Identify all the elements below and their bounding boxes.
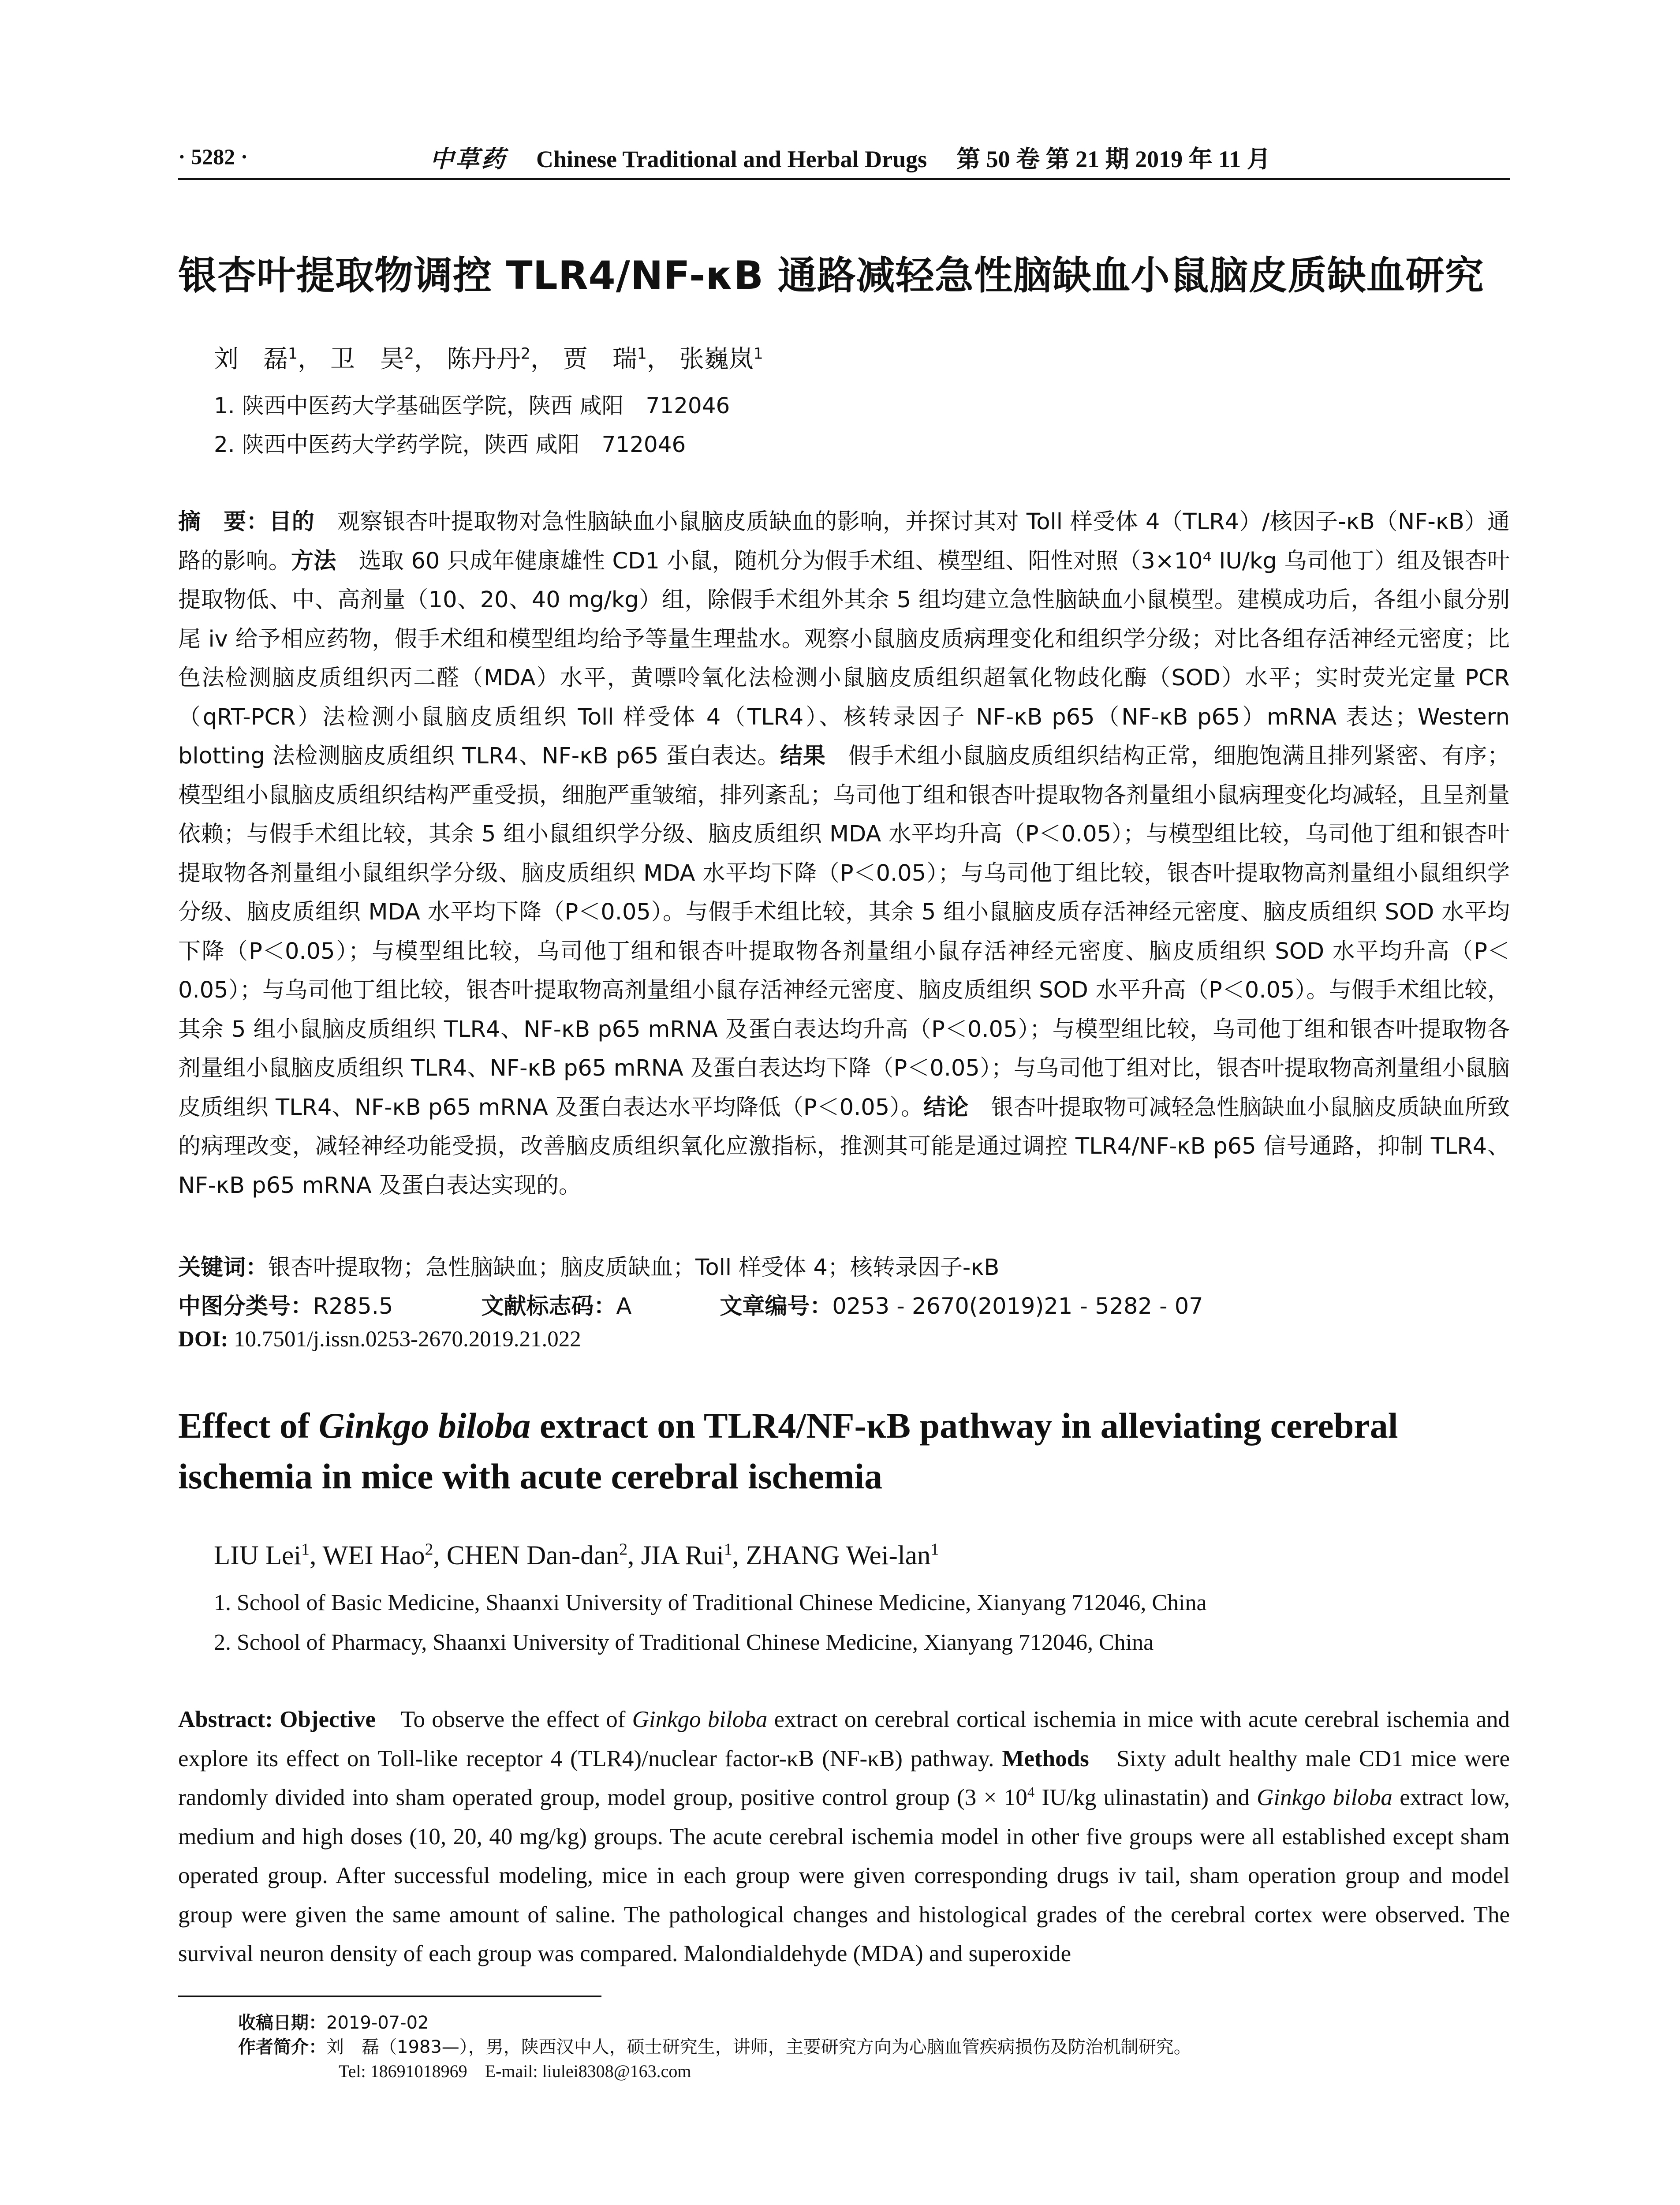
objective-text: To observe the effect of [375,1707,632,1732]
author-name: 张巍岚 [679,345,754,374]
methods-text: 选取 60 只成年健康雄性 CD1 小鼠，随机分为假手术组、模型组、阳性对照（3×10⁴ IU/kg 乌司他丁）组及银杏叶提取物低、中、高剂量（10、20、40 mg/kg）组，除假手术组外其余 5 组均建立急性脑缺血小鼠模型。建模成功后，各组小鼠分别尾 iv 给予相应药物，假手术组和模型组均给予等量生理盐水。观察小鼠脑皮质病理变化和组织学分级；对比各组存活神经元密度；比色法检测脑皮质组织丙二醛（MDA）水平，黄嘌呤氧化法检测小鼠脑皮质组织超氧化物歧化酶（SOD）水平；实时荧光定量 PCR（qRT-PCR）法检测小鼠脑皮质组织 Toll 样受体 4（TLR4）、核转录因子 NF-κB p65（NF-κB p65）mRNA 表达；Western blotting 法检测脑皮质组织 TLR4、NF-κB p65 蛋白表达。 [178,548,1510,769]
author-affil: 2 [425,1540,433,1559]
author-name: WEI Hao [322,1541,425,1570]
abstract-en [178,1700,1510,1973]
abstract-cn [178,503,1510,1205]
author-affil: 1 [930,1540,939,1559]
affiliation-cn: 2. 陕西中医药大学药学院，陕西 咸阳 712046 [214,432,686,457]
article-no-label: 文章编号： [720,1293,833,1319]
abstract-label: Abstract: Objective [178,1707,376,1732]
running-header [430,140,1271,174]
conclusion-label: 结论 [923,1094,969,1121]
results-text: 假手术组小鼠脑皮质组织结构正常，细胞饱满且排列紧密、有序；模型组小鼠脑皮质组织结构严重受损，细胞严重皱缩，排列紊乱；乌司他丁组和银杏叶提取物各剂量组小鼠病理变化均减轻，且呈剂量依赖；与假手术组比较，其余 5 组小鼠组织学分级、脑皮质组织 MDA 水平均升高（P＜0.05）；与模型组比较，乌司他丁组和银杏叶提取物各剂量组小鼠组织学分级、脑皮质组织 MDA 水平均下降（P＜0.05）；与乌司他丁组比较，银杏叶提取物高剂量组小鼠组织学分级、脑皮质组织 MDA 水平均下降（P＜0.05）。与假手术组比较，其余 5 组小鼠脑皮质存活神经元密度、脑皮质组织 SOD 水平均下降（P＜0.05）；与模型组比较，乌司他丁组和银杏叶提取物各剂量组小鼠存活神经元密度、脑皮质组织 SOD 水平均升高（P＜0.05）；与乌司他丁组比较，银杏叶提取物高剂量组小鼠存活神经元密度、脑皮质组织 SOD 水平升高（P＜0.05）。与假手术组比较，其余 5 组小鼠脑皮质组织 TLR4、NF-κB p65 mRNA 及蛋白表达均升高（P＜0.05）；与模型组比较，乌司他丁组和银杏叶提取物各剂量组小鼠脑皮质组织 TLR4、NF-κB p65 mRNA 及蛋白表达均下降（P＜0.05）；与乌司他丁组对比，银杏叶提取物高剂量组小鼠脑皮质组织 TLR4、NF-κB p65 mRNA 及蛋白表达水平均降低（P＜0.05）。 [178,743,1510,1121]
page-number: · 5282 · [178,144,248,169]
received-value: 2019-07-02 [326,2013,429,2033]
author-name: 陈丹丹 [446,345,521,374]
abstract-label: 摘 要： [178,509,269,535]
article-title-cn: 银杏叶提取物调控 TLR4/NF-κB 通路减轻急性脑缺血小鼠脑皮质缺血研究 [178,253,1484,298]
article-no-value: 0253 - 2670(2019)21 - 5282 - 07 [832,1293,1203,1319]
affiliation-cn: 1. 陕西中医药大学基础医学院，陕西 咸阳 712046 [214,393,730,419]
keywords-text: 银杏叶提取物；急性脑缺血；脑皮质缺血；Toll 样受体 4；核转录因子-κB [268,1255,1000,1281]
methods-label: 方法 [291,548,336,574]
methods-label: Methods [1002,1745,1089,1771]
author-affil: 1 [637,345,647,363]
header-rule [178,178,1510,180]
author-name: 卫 昊 [330,345,404,374]
author-affil: 1 [301,1540,310,1559]
methods-text: IU/kg ulinastatin) and [1034,1785,1257,1810]
clc-value: R285.5 [313,1293,393,1319]
author-contact: Tel: 18691018969 E-mail: liulei8308@163.com [339,2061,691,2081]
doccode-label: 文献标志码： [481,1293,616,1319]
author-affil: 2 [404,345,414,363]
author-bio-text: 刘 磊（1983—），男，陕西汉中人，硕士研究生，讲师，主要研究方向为心脑血管疾病损伤及防治机制研究。 [326,2037,1191,2057]
journal-name-en: Chinese Traditional and Herbal Drugs [536,146,927,172]
author-list-en: LIU Lei$^1$, WEI Hao$^2$, CHEN Dan-dan$^2$, JIA Rui$^1$, ZHANG Wei-lan$^1$ [214,1540,939,1570]
author-name: JIA Rui [641,1541,724,1570]
author-bio [238,2033,1191,2058]
doi-value[interactable]: 10.7501/j.issn.0253-2670.2019.21.022 [228,1327,581,1352]
methods-text: extract low, medium and high doses (10, 20, 40 mg/kg) groups. The acute cerebral ischemia model in other five groups were all established except sham operated group. After successful modeling, mice in each group were given corresponding drugs iv tail, sham operation group and model group were given the same amount of saline. The pathological changes and histological grades of the cerebral cortex were observed. The survival neuron density of each group was compared. Malondialdehyde (MDA) and superoxide [178,1785,1510,1966]
title-species: Ginkgo biloba [318,1405,531,1446]
author-list-cn: 刘 磊$^1$， 卫 昊$^2$， 陈丹丹$^2$， 贾 瑞$^1$， 张巍岚$^1$ [214,345,763,374]
affiliation-en: 2. School of Pharmacy, Shaanxi University of Traditional Chinese Medicine, Xianyang 712046, China [214,1630,1154,1655]
title-text: Effect of [178,1405,319,1446]
doi-line [178,1327,581,1352]
conclusion-text: 银杏叶提取物可减轻急性脑缺血小鼠脑皮质缺血所致的病理改变，减轻神经功能受损，改善脑皮质组织氧化应激指标，推测其可能是通过调控 TLR4/NF-κB p65 信号通路，抑制 TLR4、NF-κB p65 mRNA 及蛋白表达实现的。 [178,1094,1510,1199]
objective-label: 目的 [269,509,315,535]
results-label: 结果 [780,743,826,769]
doccode-value: A [616,1293,632,1319]
species-name: Ginkgo biloba [1257,1785,1393,1810]
received-label: 收稿日期： [238,2013,326,2033]
objective-text: extract on cerebral cortical ischemia in mice with acute cerebral ischemia and explore its effect on Toll-like receptor 4 (TLR4)/nuclear factor-κB (NF-κB) pathway. [178,1707,1510,1771]
author-affil: 1 [724,1540,732,1559]
keywords-label: 关键词： [178,1255,269,1281]
classification-line [178,1288,1203,1320]
author-bio-label: 作者简介： [238,2037,326,2057]
keywords-cn [178,1249,999,1282]
doi-label: DOI: [178,1327,228,1352]
affiliation-en: 1. School of Basic Medicine, Shaanxi University of Traditional Chinese Medicine, Xianyang 712046, China [214,1590,1207,1615]
footnote-rule [178,1996,601,1997]
author-affil: 2 [520,345,530,363]
author-name: ZHANG Wei-lan [746,1541,931,1570]
journal-name-cn: 中草药 [430,145,507,173]
author-affil: 1 [288,345,298,363]
author-name: 贾 瑞 [563,345,637,374]
received-date [238,2009,429,2034]
exponent: 4 [1027,1784,1035,1801]
title-text: extract on TLR4/NF-κB pathway in alleviating cerebral ischemia in mice with acute cerebral ischemia [178,1405,1398,1496]
methods-text: Sixty adult healthy male CD1 mice were randomly divided into sham operated group, model group, positive control group (3 × 10 [178,1745,1510,1810]
clc-label: 中图分类号： [178,1293,314,1319]
species-name: Ginkgo biloba [632,1707,768,1732]
objective-text: 观察银杏叶提取物对急性脑缺血小鼠脑皮质缺血的影响，并探讨其对 Toll 样受体 4（TLR4）/核因子-κB（NF-κB）通路的影响。 [178,509,1510,574]
author-name: LIU Lei [214,1541,302,1570]
author-affil: 2 [619,1540,628,1559]
author-name: 刘 磊 [214,345,288,374]
journal-issue: 第 50 卷 第 21 期 2019 年 11 月 [956,146,1271,172]
article-title-en [178,1400,1523,1502]
author-name: CHEN Dan-dan [446,1541,620,1570]
author-affil: 1 [753,345,763,363]
